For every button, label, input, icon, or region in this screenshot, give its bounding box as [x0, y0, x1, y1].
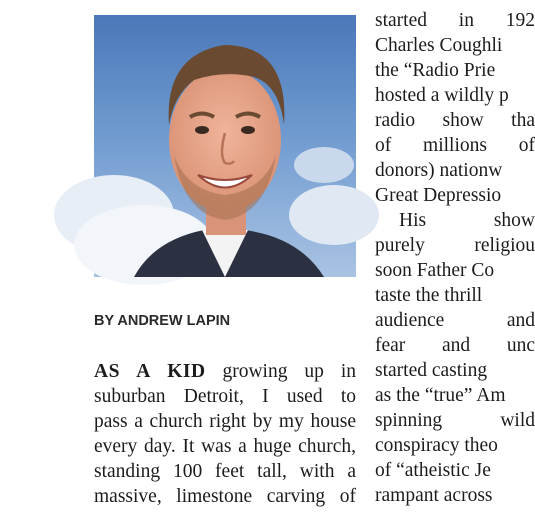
body-line: spinning wild: [375, 410, 535, 431]
left-text-column: [94, 359, 356, 509]
body-line: His show: [399, 210, 535, 231]
right-text-column: [375, 8, 535, 508]
body-line: hosted a wildly p: [375, 85, 509, 106]
body-line: of millions of: [375, 135, 535, 156]
body-line: rampant across: [375, 485, 493, 506]
body-line: donors) nationw: [375, 160, 503, 181]
body-line: fear and unc: [375, 335, 535, 356]
body-line: conspiracy theo: [375, 435, 498, 456]
body-line-1: AS A KID growing up in: [94, 361, 356, 382]
body-line: taste the thrill: [375, 285, 483, 306]
byline: BY ANDREW LAPIN: [94, 313, 231, 329]
body-line: the “Radio Prie: [375, 60, 496, 81]
body-line: started casting: [375, 360, 488, 381]
body-line: started in 192: [375, 10, 535, 31]
body-line: every day. It was a huge church,: [94, 436, 356, 457]
body-line: of “atheistic Je: [375, 460, 491, 481]
lead-in: AS A KID: [94, 361, 206, 382]
body-line: radio show tha: [375, 110, 535, 131]
body-line: Great Depressio: [375, 185, 502, 206]
body-line: audience and: [375, 310, 535, 331]
author-photo: [94, 15, 356, 277]
body-line: purely religiou: [375, 235, 535, 256]
body-line: as the “true” Am: [375, 385, 506, 406]
body-line: pass a church right by my house: [94, 411, 356, 432]
body-line: suburban Detroit, I used to: [94, 386, 356, 407]
body-line: soon Father Co: [375, 260, 495, 281]
body-line: massive, limestone carving of: [94, 486, 356, 507]
body-line: standing 100 feet tall, with a: [94, 461, 356, 482]
body-line: Charles Coughli: [375, 35, 503, 56]
